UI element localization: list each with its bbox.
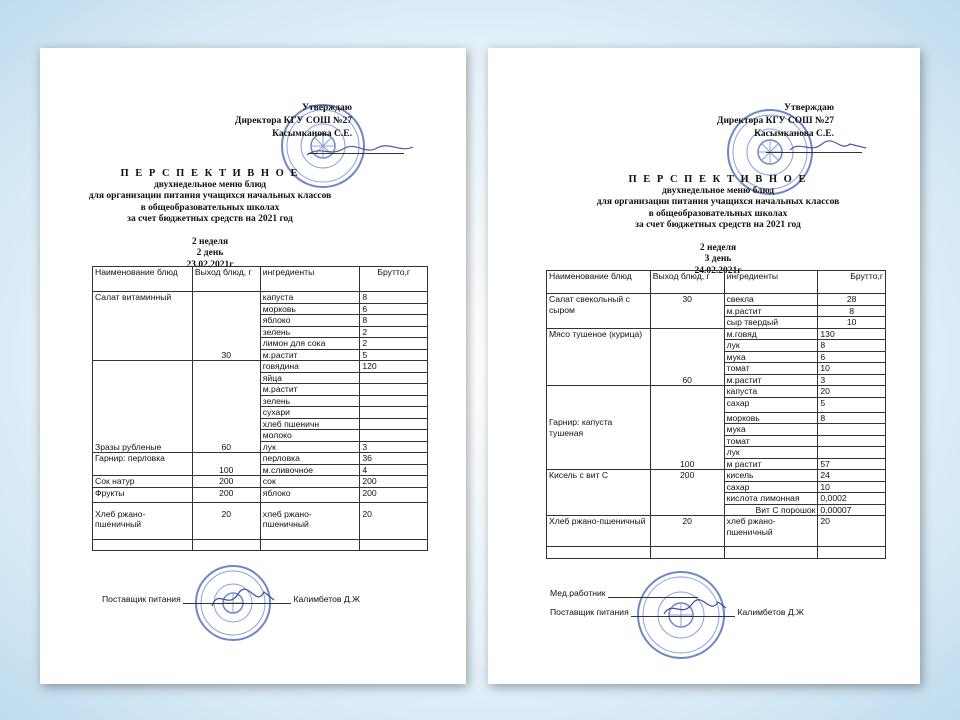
table-row — [547, 516, 886, 547]
med-worker-label: Мед.работник — [550, 588, 606, 598]
ingredient-weight: 28 — [818, 294, 886, 306]
ingredient-weight: 130 — [818, 328, 886, 340]
ingredient-name: лук — [260, 441, 360, 453]
ingredient-name: яйца — [260, 372, 360, 384]
ingredient-weight: 10 — [818, 317, 886, 329]
header-line: за счет бюджетных средств на 2021 год — [635, 220, 801, 230]
ingredient-name: м.растит — [260, 349, 360, 361]
ingredient-weight: 200 — [360, 476, 428, 488]
ingredient-weight: 5 — [818, 397, 886, 412]
ingredient-weight — [818, 435, 886, 447]
ingredient-weight: 5 — [360, 349, 428, 361]
ingredient-weight — [360, 384, 428, 396]
ingredient-name: м.растит — [724, 305, 818, 317]
column-header: ингредиенты — [260, 267, 360, 292]
ingredient-name: м.сливочное — [260, 464, 360, 476]
menu-title: П Е Р С П Е К Т И В Н О Е — [628, 174, 808, 185]
header-line: в общеобразовательных школах — [140, 202, 280, 213]
ingredient-weight — [360, 407, 428, 419]
supplier-signature-line — [631, 616, 735, 617]
menu-title: П Е Р С П Е К Т И В Н О Е — [120, 168, 300, 179]
ingredient-name: яблоко — [260, 487, 360, 502]
ingredient-weight: 20 — [360, 502, 428, 539]
table-header-row — [547, 271, 886, 294]
dish-yield: 100 — [192, 453, 260, 476]
week-label: 2 неделя — [191, 236, 229, 247]
table-row — [547, 386, 886, 398]
supplier-signature-line — [183, 603, 291, 604]
approval-signature-line — [766, 152, 862, 153]
ingredient-name: свекла — [724, 294, 818, 306]
ingredient-weight — [818, 424, 886, 436]
dish-name: Салат витаминный — [93, 292, 193, 361]
signature-icon — [305, 143, 415, 159]
table-row — [547, 328, 886, 340]
ingredient-weight: 10 — [818, 481, 886, 493]
week-label: 2 неделя — [699, 242, 737, 253]
ingredient-weight: 6 — [360, 303, 428, 315]
date-label: 23.02.2021г — [186, 259, 234, 270]
ingredient-name: сахар — [724, 481, 818, 493]
ingredient-name: хлеб ржано-пшеничный — [724, 516, 818, 547]
ingredient-weight: 8 — [360, 292, 428, 304]
date-label: 24.02.2021г — [694, 265, 742, 276]
dish-name: Хлеб ржано-пшеничный — [547, 516, 651, 547]
dish-name: Хлеб ржано-пшеничный — [93, 502, 193, 539]
ingredient-name: томат — [724, 363, 818, 375]
approval-block — [235, 102, 352, 141]
ingredient-name: Вит С порошок — [724, 504, 818, 516]
ingredient-name: м.растит — [260, 384, 360, 396]
ingredient-name: морковь — [260, 303, 360, 315]
header-line: в общеобразовательных школах — [648, 208, 788, 219]
ingredient-weight: 10 — [818, 363, 886, 375]
ingredient-name: лимон для сока — [260, 338, 360, 350]
dish-yield: 100 — [650, 386, 724, 470]
dish-yield: 30 — [650, 294, 724, 329]
ingredient-name: зелень — [260, 395, 360, 407]
column-header: Брутто,г — [360, 267, 428, 292]
ingredient-weight: 0,00007 — [818, 504, 886, 516]
ingredient-name: морковь — [724, 412, 818, 424]
approval-line: Директора КГУ СОШ №27 — [716, 116, 834, 126]
approval-line: Касымканова С.Е. — [272, 129, 352, 139]
ingredient-name: капуста — [260, 292, 360, 304]
ingredient-weight: 3 — [818, 374, 886, 386]
ingredient-name: м растит — [724, 458, 818, 470]
ingredient-name: мука — [724, 424, 818, 436]
dish-yield: 30 — [192, 292, 260, 361]
ingredient-name: м.говяд — [724, 328, 818, 340]
ingredient-weight: 57 — [818, 458, 886, 470]
dish-name: Гарнир: капуста тушеная — [547, 386, 651, 470]
ingredient-weight: 20 — [818, 516, 886, 547]
header-line: для организации питания учащихся начальных классов — [88, 191, 332, 201]
ingredient-name: говядина — [260, 361, 360, 373]
ingredient-name: лук — [724, 447, 818, 459]
ingredient-weight: 4 — [360, 464, 428, 476]
approval-block — [717, 102, 834, 141]
menu-page-day-3 — [488, 48, 920, 684]
header-line: двухнедельное меню блюд — [661, 185, 775, 196]
menu-header — [568, 174, 868, 277]
dish-name: Мясо тушеное (курица) — [547, 328, 651, 386]
supplier-label: Поставщик питания — [102, 594, 181, 604]
ingredient-name: яблоко — [260, 315, 360, 327]
ingredient-name: кислота лимонная — [724, 493, 818, 505]
dish-yield: 200 — [192, 487, 260, 502]
dish-yield: 200 — [650, 470, 724, 516]
table-row — [93, 487, 428, 502]
ingredient-name: м.растит — [724, 374, 818, 386]
column-header: Наименование блюд — [93, 267, 193, 292]
ingredient-weight: 3 — [360, 441, 428, 453]
ingredient-name: томат — [724, 435, 818, 447]
table-row — [93, 476, 428, 488]
ingredient-weight: 24 — [818, 470, 886, 482]
dish-name: Кисель с вит С — [547, 470, 651, 516]
ingredient-name: молоко — [260, 430, 360, 442]
day-label: 3 день — [704, 254, 732, 264]
ingredient-weight: 0,0002 — [818, 493, 886, 505]
ingredient-name: зелень — [260, 326, 360, 338]
table-row — [93, 361, 428, 373]
menu-page-day-2 — [40, 48, 466, 684]
table-row — [93, 453, 428, 465]
table-row — [547, 294, 886, 306]
ingredient-name: лук — [724, 340, 818, 352]
ingredient-name: кисель — [724, 470, 818, 482]
approval-line: Касымканова С.Е. — [754, 129, 834, 139]
dish-yield: 20 — [192, 502, 260, 539]
table-row — [93, 502, 428, 539]
table-header-row — [93, 267, 428, 292]
menu-table — [92, 266, 428, 551]
ingredient-name: хлеб ржано-пшеничный — [260, 502, 360, 539]
dish-yield: 60 — [650, 328, 724, 386]
supplier-footer — [102, 594, 360, 604]
dish-yield: 20 — [650, 516, 724, 547]
dish-name: Фрукты — [93, 487, 193, 502]
dish-yield: 60 — [192, 361, 260, 453]
table-row — [93, 292, 428, 304]
med-worker-signature-line — [608, 597, 698, 598]
ingredient-name: сок — [260, 476, 360, 488]
approval-line: Директора КГУ СОШ №27 — [234, 116, 352, 126]
header-line: двухнедельное меню блюд — [153, 179, 267, 190]
table-row — [93, 539, 428, 551]
ingredient-weight: 200 — [360, 487, 428, 502]
ingredient-name: капуста — [724, 386, 818, 398]
ingredient-weight: 36 — [360, 453, 428, 465]
supplier-footer — [550, 607, 804, 617]
approval-line: Утверждаю — [784, 103, 834, 113]
dish-name: Салат свекольный с сыром — [547, 294, 651, 329]
supplier-label: Поставщик питания — [550, 607, 629, 617]
table-row — [547, 470, 886, 482]
dish-name: Зразы рубленые — [93, 361, 193, 453]
ingredient-weight — [360, 395, 428, 407]
ingredient-weight: 8 — [818, 305, 886, 317]
ingredient-name: сыр твердый — [724, 317, 818, 329]
ingredient-name: сухари — [260, 407, 360, 419]
menu-header — [60, 168, 360, 271]
header-line: за счет бюджетных средств на 2021 год — [127, 214, 293, 224]
med-worker-footer — [550, 588, 698, 598]
ingredient-weight: 8 — [360, 315, 428, 327]
approval-line: Утверждаю — [302, 103, 352, 113]
dish-name: Гарнир: перловка — [93, 453, 193, 476]
menu-table — [546, 270, 886, 559]
ingredient-weight: 20 — [818, 386, 886, 398]
ingredient-weight: 2 — [360, 326, 428, 338]
column-header: Выход блюд, г — [192, 267, 260, 292]
ingredient-weight: 8 — [818, 412, 886, 424]
column-header: Выход блюд, г — [650, 271, 724, 294]
column-header: Наименование блюд — [547, 271, 651, 294]
column-header: ингредиенты — [724, 271, 818, 294]
ingredient-weight: 2 — [360, 338, 428, 350]
header-line: для организации питания учащихся начальных классов — [596, 197, 840, 207]
ingredient-weight — [818, 447, 886, 459]
supplier-name: Калимбетов Д.Ж — [293, 594, 360, 604]
dish-name: Сок натур — [93, 476, 193, 488]
ingredient-weight — [360, 372, 428, 384]
ingredient-name: сахар — [724, 397, 818, 412]
ingredient-name: мука — [724, 351, 818, 363]
ingredient-weight — [360, 430, 428, 442]
ingredient-weight — [360, 418, 428, 430]
ingredient-weight: 8 — [818, 340, 886, 352]
column-header: Брутто,г — [818, 271, 886, 294]
supplier-name: Калимбетов Д.Ж — [737, 607, 804, 617]
ingredient-name: хлеб пшеничн — [260, 418, 360, 430]
table-row — [547, 547, 886, 559]
day-label: 2 день — [196, 248, 224, 258]
dish-yield: 200 — [192, 476, 260, 488]
ingredient-name: перловка — [260, 453, 360, 465]
ingredient-weight: 120 — [360, 361, 428, 373]
approval-signature-line — [308, 153, 404, 154]
ingredient-weight: 6 — [818, 351, 886, 363]
